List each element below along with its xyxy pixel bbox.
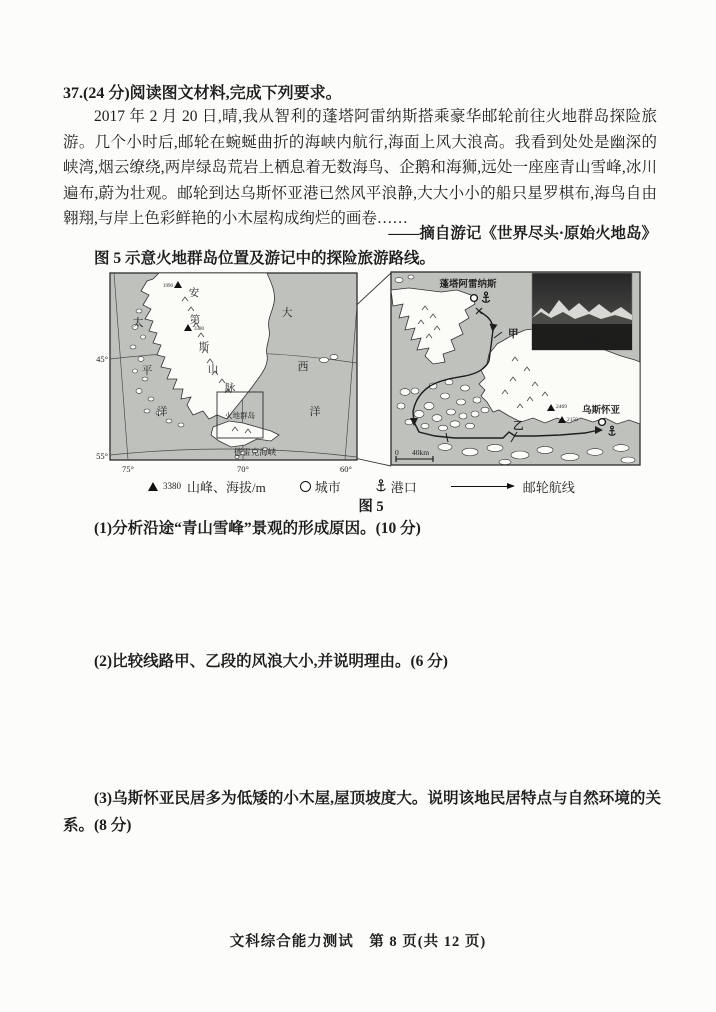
anchor-icon: [375, 479, 387, 493]
drake-passage-label: 德雷克海峡: [233, 447, 277, 457]
map-legend: [148, 476, 618, 496]
legend-city: 城市: [300, 477, 341, 496]
svg-text:洋: 洋: [309, 406, 321, 418]
sub-question-3: (3)乌斯怀亚民居多为低矮的小木屋,屋顶坡度大。说明该地民居特点与自然环境的关系。(8 分): [63, 790, 661, 834]
svg-text:大: 大: [281, 307, 293, 319]
svg-text:安: 安: [188, 288, 200, 299]
svg-text:2469: 2469: [556, 404, 567, 410]
svg-text:脉: 脉: [224, 383, 236, 394]
photo-inset: [532, 273, 632, 350]
svg-text:斯: 斯: [198, 342, 210, 353]
svg-text:45°: 45°: [96, 354, 108, 364]
figure-caption: 图 5: [358, 499, 384, 515]
sub-question-1: (1)分析沿途“青山雪峰”景观的形成原因。(10 分): [94, 520, 421, 537]
svg-text:55°: 55°: [96, 451, 108, 461]
peak-triangle-icon: [148, 482, 158, 491]
ushuaia-label: 乌斯怀亚: [581, 406, 621, 416]
legend-route: 邮轮航线: [451, 477, 575, 496]
svg-text:3380: 3380: [194, 327, 204, 332]
svg-text:2150: 2150: [567, 417, 578, 423]
left-map-overview: [95, 271, 395, 483]
svg-text:洋: 洋: [156, 406, 168, 418]
passage-text: 2017 年 2 月 20 日,晴,我从智利的蓬塔阿雷纳斯搭乘豪华邮轮前往火地群岛探险旅游。几个小时后,邮轮在蜿蜒曲折的海峡内航行,海面上风大浪高。我看到处处是幽深的峡湾,烟云缭绕,两岸绿岛荒岩上栖息着无数海鸟、企鹅和海狮,远处一座座青山雪峰,冰川遍布,蔚为壮观。邮轮到达乌斯怀亚港已然风平浪静,大大小小的船只星罗棋布,海鸟自由翱翔,与岸上色彩鲜艳的小木屋构成绚烂的画卷……: [63, 108, 657, 227]
svg-text:60°: 60°: [340, 464, 352, 474]
svg-text:70°: 70°: [237, 464, 249, 474]
question-header: 37.(24 分)阅读图文材料,完成下列要求。: [63, 85, 342, 102]
right-map-detail: [385, 266, 647, 472]
svg-text:西: 西: [297, 361, 309, 373]
legend-port: 港口: [375, 477, 417, 496]
figure-intro: 图 5 示意火地群岛位置及游记中的探险旅游路线。: [94, 250, 436, 267]
svg-text:0: 0: [395, 448, 399, 457]
segment-jia-label: 甲: [508, 329, 519, 340]
page-footer: 文科综合能力测试 第 8 页(共 12 页): [229, 934, 487, 950]
sub-question-2: (2)比较线路甲、乙段的风浪大小,并说明理由。(6 分): [94, 653, 448, 670]
svg-text:40km: 40km: [412, 448, 430, 457]
passage-attribution: ——摘自游记《世界尽头·原始火地岛》: [388, 225, 657, 242]
svg-text:平: 平: [141, 365, 153, 377]
segment-yi-label: 乙: [513, 421, 524, 432]
tierra-del-fuego-label: 火地群岛: [225, 411, 255, 420]
svg-text:75°: 75°: [122, 464, 134, 474]
svg-text:第: 第: [189, 315, 201, 326]
svg-text:1990: 1990: [163, 284, 173, 289]
legend-peak: 3380 山峰、海拔/m: [148, 477, 266, 496]
svg-text:山: 山: [207, 364, 219, 375]
city-circle-icon: [300, 481, 311, 492]
route-arrow-icon: [451, 486, 513, 487]
photo-caption: 青山雪峰: [563, 334, 601, 344]
svg-text:太: 太: [132, 317, 144, 329]
punta-arenas-label: 蓬塔阿雷纳斯: [439, 280, 497, 290]
